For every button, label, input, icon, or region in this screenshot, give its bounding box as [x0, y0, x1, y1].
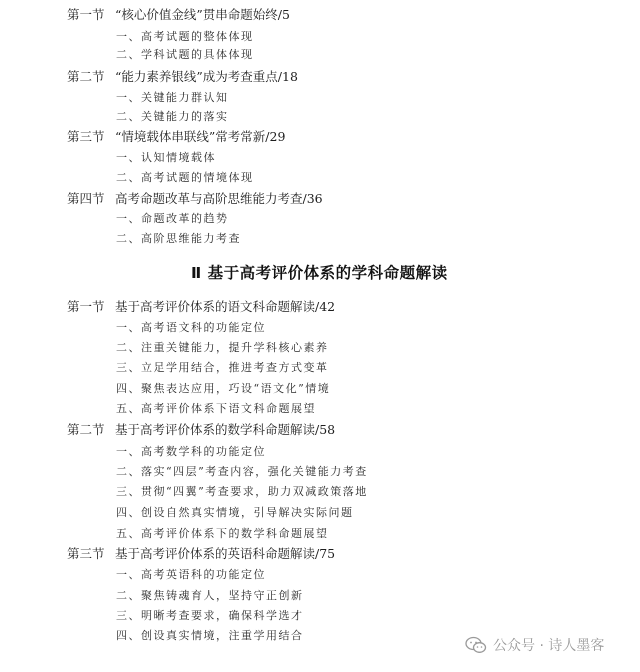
- toc-section: [67, 424, 335, 437]
- section-title: 基于高考评价体系的语文科命题解读/42: [115, 299, 336, 314]
- toc-subsection: 二、学科试题的具体体现: [116, 48, 254, 61]
- toc-subsection: 四、创设自然真实情境，引导解决实际问题: [116, 506, 354, 519]
- toc-subsection: 二、落实“四层”考查内容，强化关键能力考查: [116, 465, 368, 478]
- toc-subsection: 一、关键能力群认知: [116, 91, 229, 104]
- toc-section: [67, 9, 290, 22]
- toc-subsection: 一、高考试题的整体体现: [116, 30, 254, 43]
- toc-section: [67, 71, 298, 84]
- toc-subsection: 四、创设真实情境，注重学用结合: [116, 629, 304, 642]
- toc-subsection: 二、高考试题的情境体现: [116, 171, 254, 184]
- section-title: 基于高考评价体系的英语科命题解读/75: [115, 546, 336, 561]
- toc-section: [67, 131, 285, 144]
- toc-subsection: 一、高考语文科的功能定位: [116, 321, 266, 334]
- toc-section: [67, 193, 323, 206]
- section-number: 第一节: [67, 7, 105, 22]
- section-number: 第二节: [67, 422, 105, 437]
- part-heading: Ⅱ 基于高考评价体系的学科命题解读: [191, 264, 448, 282]
- watermark: [465, 635, 604, 655]
- toc-subsection: 五、高考评价体系下语文科命题展望: [116, 402, 316, 415]
- toc-subsection: 三、贯彻“四翼”考查要求，助力双减政策落地: [116, 485, 368, 498]
- section-title: “情境载体串联线”常考常新/29: [115, 129, 286, 144]
- section-title: “核心价值金线”贯串命题始终/5: [115, 7, 290, 22]
- wechat-icon: [465, 636, 487, 654]
- toc-subsection: 三、立足学用结合，推进考查方式变革: [116, 361, 329, 374]
- section-number: 第四节: [67, 191, 105, 206]
- section-title: 基于高考评价体系的数学科命题解读/58: [115, 422, 336, 437]
- toc-subsection: 三、明晰考查要求，确保科学选才: [116, 609, 304, 622]
- section-title: “能力素养银线”成为考查重点/18: [115, 69, 298, 84]
- section-number: 第三节: [67, 129, 105, 144]
- toc-subsection: 二、注重关键能力，提升学科核心素养: [116, 341, 329, 354]
- section-number: 第三节: [67, 546, 105, 561]
- toc-subsection: 一、高考英语科的功能定位: [116, 568, 266, 581]
- toc-subsection: 四、聚焦表达应用，巧设“语文化”情境: [116, 382, 331, 395]
- watermark-text: 公众号 · 诗人墨客: [493, 638, 605, 654]
- toc-subsection: 一、高考数学科的功能定位: [116, 445, 266, 458]
- section-number: 第二节: [67, 69, 105, 84]
- toc-subsection: 一、认知情境载体: [116, 151, 216, 164]
- section-number: 第一节: [67, 299, 105, 314]
- toc-section: [67, 301, 335, 314]
- toc-subsection: 一、命题改革的趋势: [116, 212, 229, 225]
- toc-subsection: 二、聚焦铸魂育人，坚持守正创新: [116, 589, 304, 602]
- toc-subsection: 五、高考评价体系下的数学科命题展望: [116, 527, 329, 540]
- section-title: 高考命题改革与高阶思维能力考查/36: [115, 191, 323, 206]
- toc-subsection: 二、关键能力的落实: [116, 110, 229, 123]
- toc-subsection: 二、高阶思维能力考查: [116, 232, 241, 245]
- toc-section: [67, 548, 335, 561]
